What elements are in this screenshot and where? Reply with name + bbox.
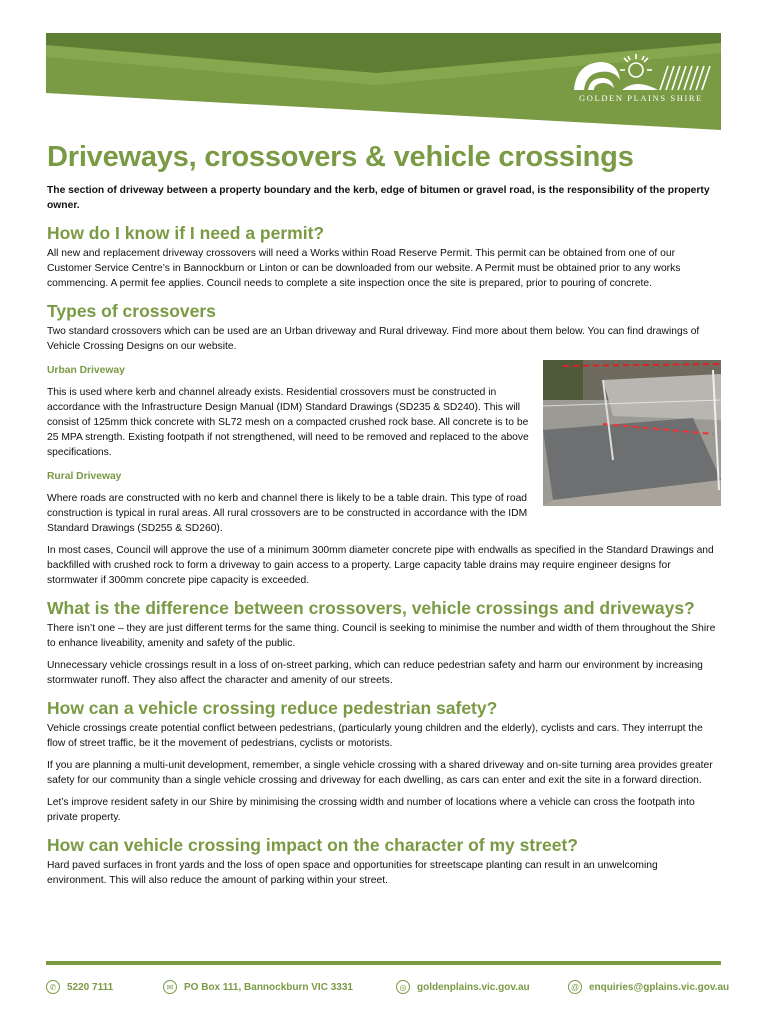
footer-website-text: goldenplains.vic.gov.au: [417, 981, 530, 993]
footer-website[interactable]: [396, 976, 530, 998]
pipe-body: In most cases, Council will approve the use of a minimum 300mm diameter concrete pipe with endwalls as specified in the Standard Drawings and backfilled with crushed rock to form a driveway to gain access to a property. Large capacity table drains may require engineer designs for stormwater if 300mm concrete pipe capacity is exceeded.: [47, 545, 714, 586]
footer-divider: [46, 961, 721, 965]
main-content: [47, 140, 720, 888]
driveway-types-block: [47, 364, 720, 536]
safety-body-3: Let’s improve resident safety in our Shire by minimising the crossing width and number of locations where a vehicle can cross the footpath into private property.: [47, 797, 695, 823]
urban-driveway-body: This is used where kerb and channel already exists. Residential crossovers must be constructed in accordance with the Infrastructure Design Manual (IDM) Standard Drawings (SD235 & SD240). This will consist of 125mm thick concrete with SL72 mesh on a compacted crushed rock base. All concrete is to be 25 MPA strength. Existing footpath if not strengthened, will need to be removed and replaced to the above specifications.: [47, 387, 529, 458]
permit-body: All new and replacement driveway crossovers will need a Works within Road Reserve Permit. This permit can be obtained from one of our Customer Service Centre’s in Bannockburn or Linton or can be downloaded from our website. A Permit must be obtained prior to any works commencing. A permit fee applies. Council needs to complete a site inspection once the site is prepared, prior to pouring of concrete.: [47, 248, 681, 289]
footer-address: [163, 976, 353, 998]
heading-rural-driveway: Rural Driveway: [47, 471, 122, 482]
safety-body-2: If you are planning a multi-unit development, remember, a single vehicle crossing with a shared driveway and on-site turning area provides greater safety for our community than a single vehicle crossing and driveway for each dwelling, as cars can enter and exit the site in a forward direction.: [47, 760, 713, 786]
difference-body-2: Unnecessary vehicle crossings result in a loss of on-street parking, which can reduce pedestrian safety and harm our environment by increasing stormwater runoff. They also affect the character and amenity of our streets.: [47, 660, 703, 686]
footer-email[interactable]: [568, 976, 729, 998]
heading-character: How can vehicle crossing impact on the character of my street?: [47, 835, 578, 855]
heading-permit: How do I know if I need a permit?: [47, 223, 325, 243]
types-body: Two standard crossovers which can be used are an Urban driveway and Rural driveway. Find more about them below. You can find drawings of Vehicle Crossing Designs on our website.: [47, 326, 700, 352]
phone-icon: ✆: [46, 980, 60, 994]
footer-address-text: PO Box 111, Bannockburn VIC 3331: [184, 981, 353, 993]
heading-urban-driveway: Urban Driveway: [47, 365, 125, 376]
safety-body-1: Vehicle crossings create potential conflict between pedestrians, (particularly young children and the elderly), cyclists and cars. They interrupt the flow of street traffic, be it the movement of pedestrians, cyclists or motorists.: [47, 723, 703, 749]
page-title: Driveways, crossovers & vehicle crossings: [47, 141, 634, 173]
footer-email-text: enquiries@gplains.vic.gov.au: [589, 981, 730, 993]
heading-safety: How can a vehicle crossing reduce pedestrian safety?: [47, 698, 498, 718]
intro-text: The section of driveway between a property boundary and the kerb, edge of bitumen or gravel road, is the responsibility of the property owner.: [47, 185, 710, 211]
globe-icon: ◎: [396, 980, 410, 994]
logo-text: GOLDEN PLAINS SHIRE: [579, 93, 703, 103]
at-icon: @: [568, 980, 582, 994]
rural-driveway-body: Where roads are constructed with no kerb and channel there is likely to be a table drain. This type of road construction is typical in rural areas. All rural crossovers are to be constructed in accordance with the IDM Standard Drawings (SD255 & SD260).: [47, 493, 528, 534]
difference-body-1: There isn’t one – they are just different terms for the same thing. Council is seeking to minimise the number and width of them throughout the Shire to enhance liveability, amenity and safety of the public.: [47, 623, 716, 649]
heading-types: Types of crossovers: [47, 301, 216, 321]
footer-phone[interactable]: [46, 976, 113, 998]
heading-difference: What is the difference between crossovers, vehicle crossings and driveways?: [47, 598, 695, 618]
character-body: Hard paved surfaces in front yards and the loss of open space and opportunities for streetscape planting can result in an unwelcoming environment. This will also reduce the amount of parking within your street.: [47, 860, 658, 886]
driveway-photo: [543, 360, 721, 506]
footer-phone-text: 5220 7111: [67, 981, 114, 993]
mailbox-icon: ✉: [163, 980, 177, 994]
footer: [46, 976, 730, 998]
